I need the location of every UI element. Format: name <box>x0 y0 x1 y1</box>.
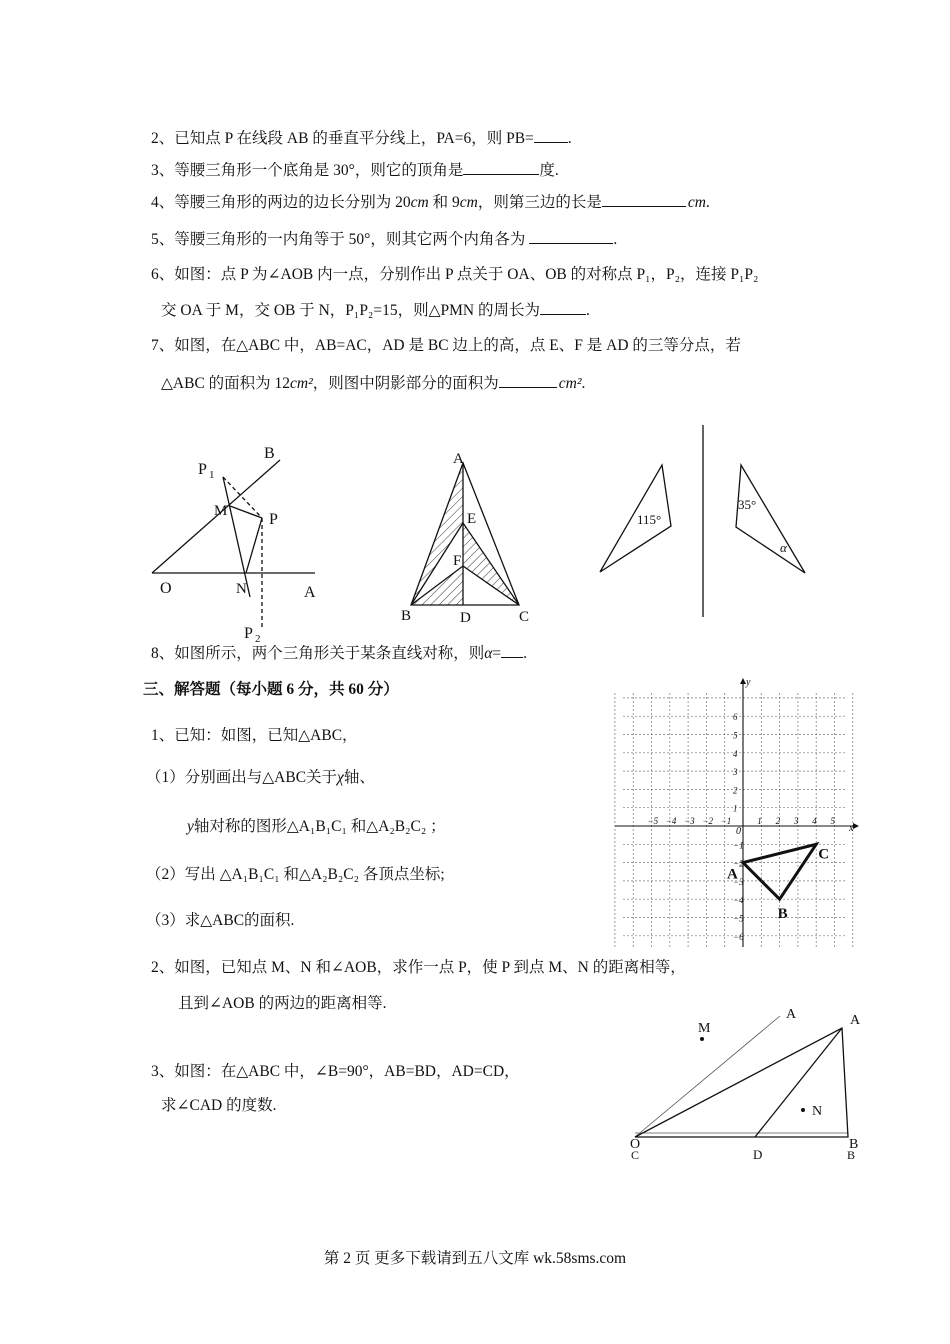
answer-blank <box>602 192 686 207</box>
question-4 <box>151 192 710 213</box>
unit-cm: cm <box>410 194 429 211</box>
y-tick-label: −6 <box>733 931 744 942</box>
figure-mirror-triangles <box>595 425 810 620</box>
y-tick-label: 4 <box>733 748 738 759</box>
problem-2-line1: 2、如图，已知点 M、N 和∠AOB，求作一点 P，使 P 到点 M、N 的距离相等， <box>151 959 686 976</box>
problem-3-line1: 3、如图：在△ABC 中，∠B=90°，AB=BD，AD=CD， <box>151 1063 520 1080</box>
x-tick-label: 4 <box>812 816 817 826</box>
answer-blank <box>534 128 568 143</box>
point-label-a: A <box>727 866 738 883</box>
y-tick-label: −5 <box>733 913 744 924</box>
y-tick-label: −1 <box>733 840 744 851</box>
question-3-text: 3、等腰三角形一个底角是 30°，则它的顶角是 <box>151 162 464 179</box>
problem-1-intro: 1、已知：如图，已知△ABC， <box>151 727 358 744</box>
x-tick-label: 5 <box>830 816 835 826</box>
x-tick-label: −3 <box>684 816 695 826</box>
tick-labels <box>648 712 836 942</box>
label-n: N <box>812 1104 823 1119</box>
segment-np <box>246 518 262 573</box>
question-5-end: . <box>613 231 618 248</box>
label-o: O <box>630 1137 641 1152</box>
label-m: M <box>214 503 228 519</box>
y-tick-label: −2 <box>733 858 744 869</box>
question-7-end: . <box>581 375 586 392</box>
page-footer: 第 2 页 更多下载请到五八文库 wk.58sms.com <box>323 1250 627 1267</box>
part1b-text: 轴对称的图形△A₁B₁C₁ 和△A₂B₂C₂ ； <box>193 818 446 835</box>
question-2 <box>151 128 572 149</box>
question-5-text: 5、等腰三角形的一内角等于 50°，则其它两个内角各为 <box>151 231 526 248</box>
equals-sign: = <box>492 645 502 662</box>
dashed-p1-p <box>223 477 262 518</box>
label-angle-b: B <box>849 1137 859 1152</box>
question-3-end: 度. <box>539 162 559 179</box>
x-tick-label: −5 <box>647 816 659 826</box>
y-tick-label: −3 <box>733 876 744 887</box>
problem-3-line2: 求∠CAD 的度数. <box>161 1097 277 1114</box>
unit-cm: cm <box>459 194 478 211</box>
point-label-b: B <box>777 906 788 923</box>
x-tick-label: −2 <box>702 816 713 826</box>
label-angle-35: 35° <box>738 497 757 512</box>
figure-triangle-abc <box>395 445 545 630</box>
figure-angle-and-right-triangle <box>630 1000 870 1170</box>
problem-1-part1 <box>146 768 375 788</box>
segment-ad <box>755 1028 842 1137</box>
unit-cm2: cm² <box>290 375 313 392</box>
point-label-c: C <box>818 846 830 863</box>
label-p1-sub: 1 <box>209 469 215 481</box>
part1-text: （1）分别画出与△ABC关于 <box>146 769 338 786</box>
answer-blank <box>463 160 539 175</box>
y-tick-label: 3 <box>733 767 738 778</box>
label-n: N <box>236 581 247 597</box>
label-triangle-a: A <box>850 1013 861 1028</box>
unit-cm2: cm² <box>558 375 582 392</box>
question-4-end: . <box>705 194 710 211</box>
question-4-mid2: ，则第三边的长是 <box>477 194 602 211</box>
problem-1-part3: （3）求△ABC的面积. <box>146 912 295 929</box>
label-angle-a: A <box>786 1007 797 1022</box>
label-a: A <box>453 451 464 467</box>
x-tick-label: −1 <box>720 816 732 826</box>
triangle-right <box>736 465 805 573</box>
question-7-text: △ABC 的面积为 12 <box>161 375 291 392</box>
answer-blank <box>499 373 557 388</box>
label-b: B <box>264 445 275 462</box>
label-c: C <box>519 609 530 625</box>
x-symbol: χ <box>337 769 344 786</box>
segment-p1-p2 <box>223 477 250 597</box>
label-alpha: α <box>780 540 787 555</box>
label-p2: P <box>244 625 253 642</box>
label-d: D <box>753 1147 763 1162</box>
label-o: O <box>160 580 172 597</box>
label-triangle-b: B <box>847 1148 856 1162</box>
question-7-line1: 7、如图，在△ABC 中，AB=AC，AD 是 BC 边上的高，点 E、F 是 AD 的三等分点，若 <box>151 337 741 354</box>
question-4-text: 4、等腰三角形的两边的边长分别为 20 <box>151 194 411 211</box>
label-c: C <box>631 1148 640 1162</box>
y-tick-label: 5 <box>733 730 738 741</box>
label-p2-sub: 2 <box>255 633 261 645</box>
label-p: P <box>269 511 278 528</box>
figure-coordinate-grid <box>615 675 860 955</box>
alpha-symbol: α <box>484 645 493 662</box>
question-6-text: 交 OA 于 M，交 OB 于 N，P₁P₂=15，则△PMN 的周长为 <box>161 302 540 319</box>
problem-1-part1b <box>187 817 446 837</box>
point-m <box>700 1037 704 1041</box>
y-tick-label: 6 <box>733 712 738 723</box>
question-8 <box>151 643 527 664</box>
y-symbol: y <box>187 818 194 835</box>
x-tick-label: 2 <box>775 816 781 826</box>
x-tick-label: 3 <box>793 816 799 826</box>
x-axis-arrow <box>853 823 859 829</box>
section-3-heading: 三、解答题（每小题 6 分，共 60 分） <box>143 681 399 698</box>
question-8-end: . <box>523 645 528 662</box>
x-tick-label: 1 <box>757 816 762 826</box>
label-f: F <box>453 553 462 569</box>
triangle-abc <box>635 1028 848 1137</box>
question-3 <box>151 160 559 181</box>
question-6-line1: 6、如图：点 P 为∠AOB 内一点，分别作出 P 点关于 OA、OB 的对称点 P₁，P₂，连接 P₁P₂ <box>151 266 759 283</box>
unit-cm: cm <box>687 194 706 211</box>
y-tick-label: 1 <box>733 803 738 814</box>
question-8-text: 8、如图所示，两个三角形关于某条直线对称，则 <box>151 645 485 662</box>
label-d: D <box>460 610 471 626</box>
segment-mp <box>230 506 262 518</box>
answer-blank <box>540 300 586 315</box>
question-4-mid: 和 9 <box>428 194 460 211</box>
label-angle-115: 115° <box>637 512 662 527</box>
figure-angle-aob <box>150 440 330 650</box>
label-b: B <box>401 608 412 624</box>
question-2-text: 2、已知点 P 在线段 AB 的垂直平分线上，PA=6，则 PB= <box>151 130 534 147</box>
label-a: A <box>304 584 316 601</box>
answer-blank <box>529 229 613 244</box>
point-n <box>801 1108 805 1112</box>
part1-end: 轴、 <box>343 769 375 786</box>
y-axis-label: y <box>746 677 751 688</box>
problem-1-part2: （2）写出 △A₁B₁C₁ 和△A₂B₂C₂ 各顶点坐标; <box>146 866 445 883</box>
question-6-line2 <box>161 300 590 321</box>
label-p1: P <box>198 461 207 478</box>
question-7-mid: ，则图中阴影部分的面积为 <box>312 375 499 392</box>
problem-2-line2: 且到∠AOB 的两边的距离相等. <box>178 995 387 1012</box>
label-m: M <box>698 1021 711 1036</box>
origin-label: 0 <box>736 826 741 837</box>
question-6-end: . <box>585 302 590 319</box>
label-e: E <box>467 511 477 527</box>
answer-blank <box>501 643 523 658</box>
question-5 <box>151 229 617 250</box>
y-tick-label: −4 <box>733 895 744 906</box>
x-axis-label: x <box>849 823 854 834</box>
y-tick-label: 2 <box>733 785 738 796</box>
x-tick-label: −4 <box>665 816 677 826</box>
question-7-line2 <box>161 373 585 394</box>
question-2-end: . <box>567 130 572 147</box>
